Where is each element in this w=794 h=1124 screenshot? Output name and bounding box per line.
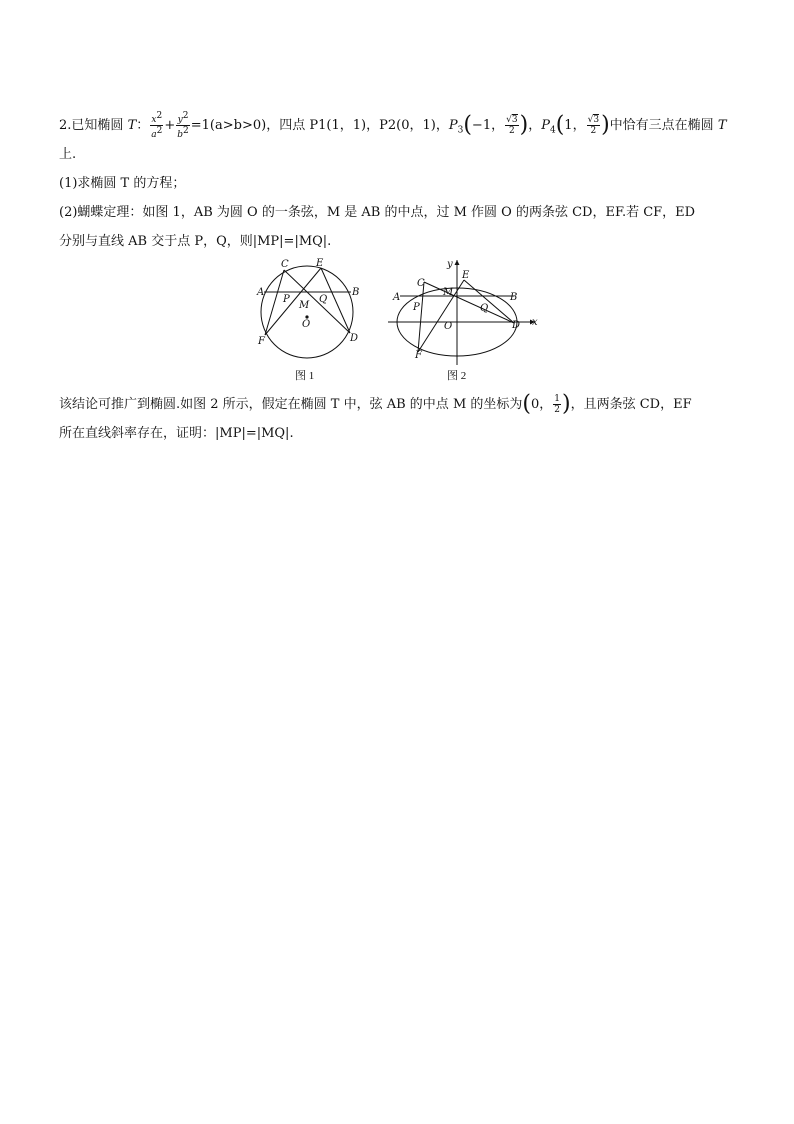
figure-2-caption: 图 2: [447, 370, 467, 382]
svg-text:M: M: [299, 300, 310, 311]
part-2-line-2: 分别与直线 AB 交于点 P，Q，则|MP|=|MQ|.: [59, 234, 332, 249]
svg-text:Q: Q: [480, 303, 489, 314]
svg-text:M: M: [443, 287, 454, 298]
svg-text:O: O: [302, 319, 311, 330]
figure-1-circle: [250, 255, 370, 370]
svg-text:F: F: [258, 336, 265, 347]
svg-text:x: x: [532, 317, 538, 328]
ellipse-name: T: [127, 118, 137, 133]
y2-over-b2: $\frac{y^2}{b^2}$: [177, 111, 189, 140]
svg-text:P: P: [283, 294, 290, 305]
point-p1: P1(1，1): [309, 118, 367, 133]
part-2-line-3-b: ，且两条弦 CD，EF: [570, 397, 692, 412]
svg-text:C: C: [417, 278, 425, 289]
point-p3-x: −1: [471, 118, 492, 133]
problem-line-1: 2.已知椭圆 T： $\frac{x^2}{a^2}$ + $\frac{y^2}{b^2}$ =1(a>b>0)，四点 P1(1，1)，P2(0，1)，$P_3(-1$， $\frac{√3}{2}$ )，$P_4(1$， $\frac{√3}{2}$ )中恰有三点在椭圆 T: [59, 111, 727, 140]
svg-text:D: D: [350, 333, 359, 344]
points-text: 四点: [279, 118, 306, 133]
ellipse-name-2: T: [717, 118, 727, 133]
svg-text:E: E: [462, 270, 470, 281]
part-2-line-3-a: 该结论可推广到椭圆.如图 2 所示，假定在椭圆 T 中，弦 AB 的中点 M 的坐标为: [59, 397, 523, 412]
part-2-line-4: 所在直线斜率存在，证明：|MP|=|MQ|.: [59, 426, 294, 441]
svg-text:Q: Q: [319, 294, 328, 305]
svg-text:O: O: [444, 321, 453, 332]
point-p4-x: 1: [564, 118, 573, 133]
problem-number: 2.: [59, 118, 72, 133]
svg-text:P: P: [413, 302, 420, 313]
svg-text:F: F: [415, 350, 422, 361]
intro-text: 已知椭圆: [71, 118, 124, 133]
sqrt3-over-2: $\frac{√3}{2}$: [506, 115, 518, 136]
x2-over-a2: $\frac{x^2}{a^2}$: [151, 111, 163, 140]
svg-text:A: A: [257, 287, 265, 298]
svg-text:E: E: [316, 258, 324, 269]
one-half: $\frac{1}{2}$: [554, 394, 560, 415]
tail-text: 中恰有三点在椭圆: [609, 118, 714, 133]
point-p2: P2(0，1): [379, 118, 436, 133]
ellipse-condition: =1(a>b>0): [190, 118, 267, 133]
part-2-line-3: 该结论可推广到椭圆.如图 2 所示，假定在椭圆 T 中，弦 AB 的中点 M 的坐标为(0， $\frac{1}{2}$ )，且两条弦 CD，EF: [59, 391, 692, 417]
svg-text:B: B: [352, 287, 360, 298]
svg-text:D: D: [512, 320, 521, 331]
part-1: (1)求椭圆 T 的方程；: [59, 176, 186, 191]
sqrt3-over-2-b: $\frac{√3}{2}$: [587, 115, 600, 136]
svg-text:B: B: [510, 292, 518, 303]
svg-text:y: y: [447, 259, 453, 270]
svg-text:C: C: [281, 259, 289, 270]
svg-text:A: A: [393, 292, 401, 303]
part-2-line-1: (2)蝴蝶定理：如图 1，AB 为圆 O 的一条弦，M 是 AB 的中点，过 M 作圆 O 的两条弦 CD，EF.若 CF，ED: [59, 205, 696, 220]
figure-2-ellipse: [385, 255, 545, 370]
problem-line-1-end: 上.: [59, 147, 77, 162]
figure-1-caption: 图 1: [295, 370, 315, 382]
